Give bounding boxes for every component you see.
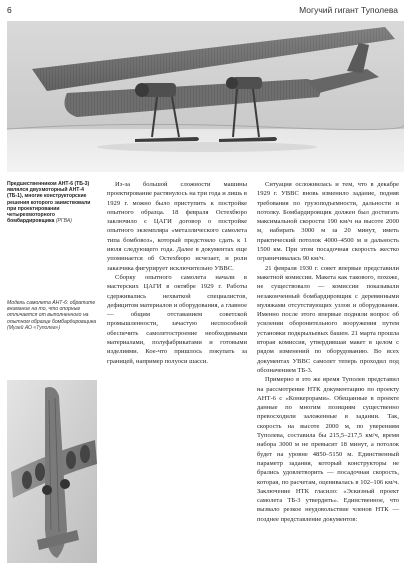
caption-bottom-photo [7,300,99,331]
aircraft-model-photo [7,380,97,563]
paragraph: Из-за большой сложности машины проектирование растянулось на три года и лишь в 1929 г. можно было приступить к постройке опытного образца. 18 февраля Остехбюро заключило с ЦАГИ договор о постройке опытного экземпляра «металлического самолета типа бомбовоз», который предстояло сдать к 1 июля следующего года. Далее в документах еще упоминается об Остехбюро исчезает, и роли заказчика фигурирует исключительно УВВС. [107,181,247,272]
text-column-right [257,180,399,524]
caption-bottom-text: Модель самолета АНТ-6: обратите внимание на то, что опорные отличается от выполненного на опытном образце бомбардировщика [7,300,97,325]
aircraft-model-image [7,380,97,563]
paragraph: Сборку опытного самолета начали в мастерских ЦАГИ в октябре 1929 г. Работы сдерживались нехваткой специалистов, дефицитом материалов и оборудования, а главное — общим отставанием советской промышленности, зачастую неспособной обеспечить самолетостроение необходимыми материалами, полуфабрикатами и готовыми изделиями. Кое-что пришлось покупать за границей, например полуоси шасси. [107,273,247,365]
running-title: Могучий гигант Туполева [299,5,398,15]
aircraft-on-skis-image [7,21,404,172]
aircraft-photo-top [7,21,404,172]
text-column-left [107,180,247,366]
paragraph: Примерно в это же время Туполев представил на рассмотрение НТК документацию по проекту АНТ-6 с «Конкерорами». Обещанные в проекте данные по многим позициям существенно превосходили заложенные в задании. Так, скорость на высоте 2000 м, по уверениям Туполева, составила бы 215,5–217,5 км/ч, время набора 3000 м не превысит 18 минут, а потолок будет на уровне 4850–5150 м. Единственный параметр задания, который конструкторы не брались удовлетворить — посадочная скорость, которая, по расчетам, оценивалась в 102–106 км/ч. Заключение НТК гласило: «Эскизный проект самолета ТБ-3 утвердить». Единственное, что вызвало резкое неудовольствие членов НТК — позднее представление документов: [257,376,399,523]
paragraph: Ситуация осложнилась и тем, что в декабре 1929 г. УВВС вновь изменило задание, подняв требования по грузоподъемности, дальности и потолку. Бомбардировщик должен был достигать максимальной скорости 190 км/ч на высоте 2000 м, набирать 3000 м за 20 минут, иметь практический потолок 4000–4500 м и дальность 1500 км. При этом посадочная скорость жестко ограничивалась 90 км/ч. [257,181,399,263]
caption-top-text: Предшественником АНТ-6 (ТБ-3) являлся двухмоторный АНТ-4 (ТБ-1), многие конструкторские решения которого заимствовали при проектировании четырехмоторного бомбардировщика [7,181,91,225]
page-number: 6 [7,5,12,15]
caption-top-source: (РГВА) [55,218,72,225]
paragraph: 21 февраля 1930 г. совет впервые представили макетной комиссии. Макета как такового, похоже, не существовало — комиссии показывали незаконченный бомбардировщик с деревянными муляжами отсутствующих узлов и оборудования. Именно после этого впервые подняли вопрос об усилении оборонительного вооружения путем установки подкрыльевых башен. 21 марта прошла вторая комиссия, утвердившая макет в целом с рядом изменений по оборудованию. Во всех документах УВВС самолет теперь проходил под обозначением ТБ-3. [257,264,399,374]
caption-bottom-source: (Музей АО «Туполев») [7,324,61,331]
caption-top-photo [7,181,99,224]
page-header [0,0,410,22]
